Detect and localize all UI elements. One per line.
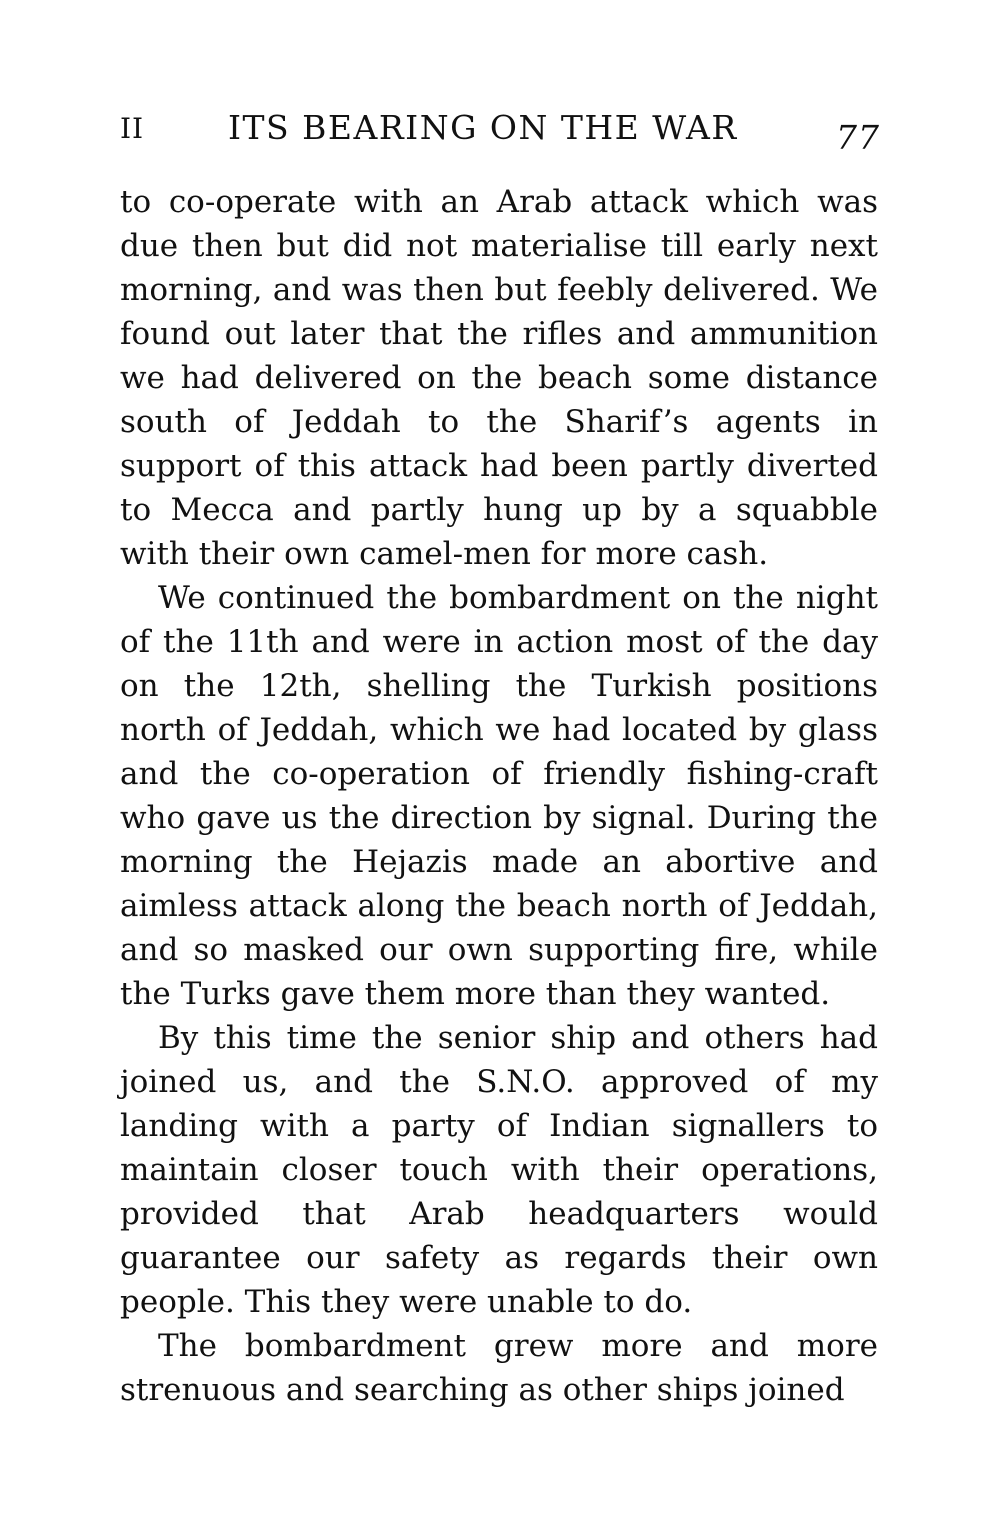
- body-text: [120, 180, 878, 1412]
- paragraph-continued: to co-operate with an Arab attack which was due then but did not materialise till early next morning, and was then but feebly delivered. We found out later that the rifles and ammunition we had delivered on the beach some distance south of Jeddah to the Sharif’s agents in support of this attack had been partly diverted to Mecca and partly hung up by a squabble with their own camel-men for more cash.: [120, 184, 878, 572]
- chapter-number: II: [120, 112, 145, 145]
- paragraph-senior-ship: By this time the senior ship and others had joined us, and the S.N.O. approved of my landing with a party of Indian signallers to maintain closer touch with their operations, provided that Arab headquarters would guarantee our safety as regards their own people. This they were unable to do.: [120, 1020, 878, 1320]
- running-title: ITS BEARING ON THE WAR: [228, 108, 738, 147]
- paragraph-strenuous: The bombardment grew more and more strenuous and searching as other ships joined: [120, 1328, 878, 1408]
- paragraph-bombardment: We continued the bombardment on the night of the 11th and were in action most of the day on the 12th, shelling the Turkish positions north of Jeddah, which we had located by glass and the co-operation of friendly fishing-craft who gave us the direction by signal. During the morning the Hejazis made an abortive and aimless attack along the beach north of Jeddah, and so masked our own supporting fire, while the Turks gave them more than they wanted.: [120, 580, 878, 1012]
- page-number: 77: [836, 118, 880, 157]
- running-head: [120, 108, 880, 158]
